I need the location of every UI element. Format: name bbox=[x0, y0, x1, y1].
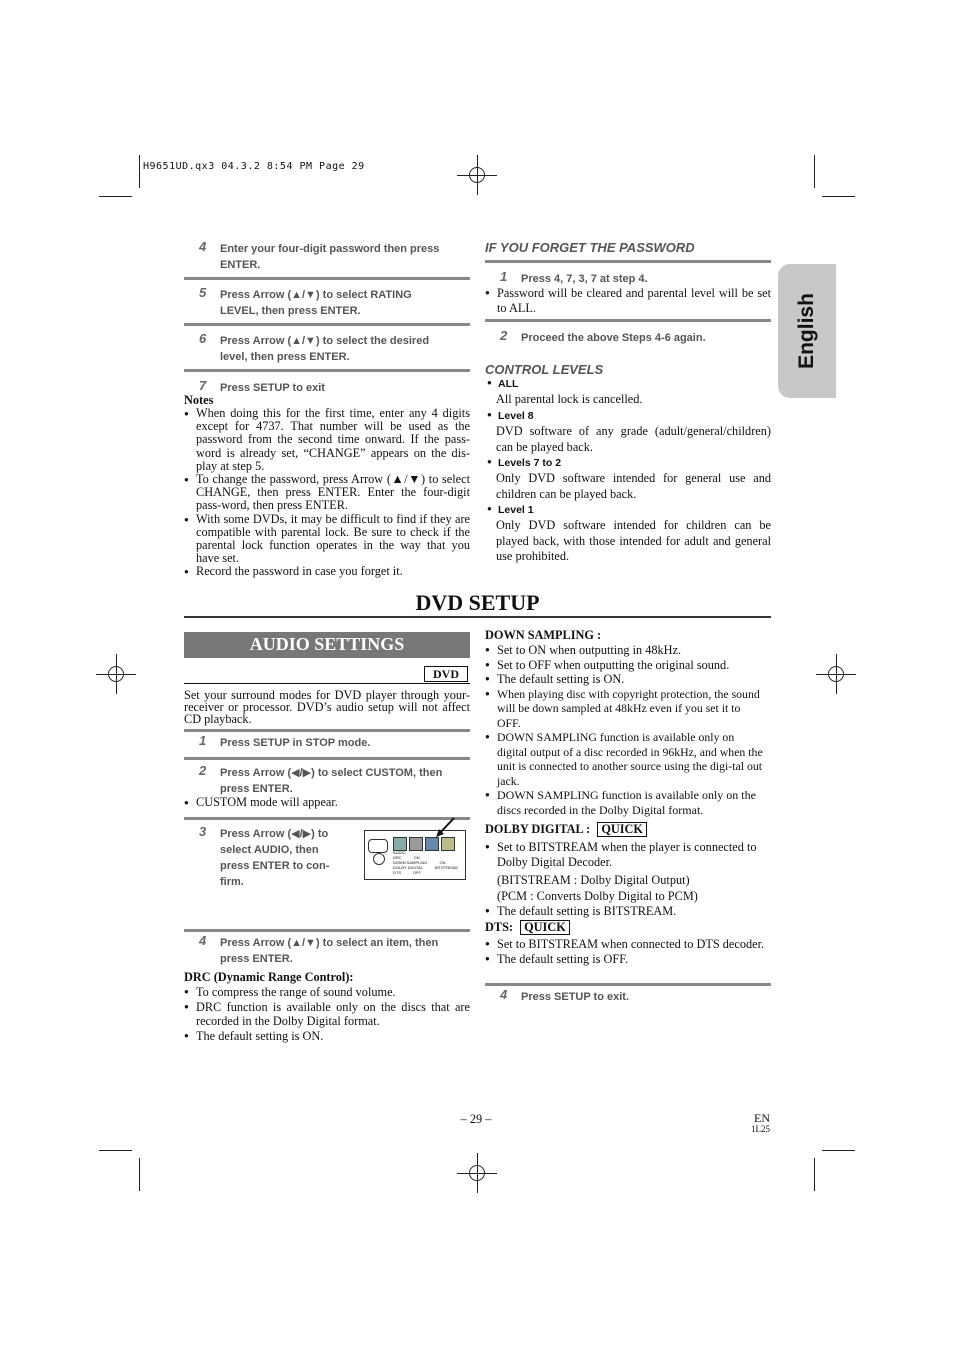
dts-item: ● The default setting is OFF. bbox=[485, 952, 767, 967]
note-item: ● When doing this for the first time, enter any 4 digits except for 4737. That number will be used as the password from the second time onward. If the pass-word is already set, “CHANGE” appears on the dis-play at step 5. bbox=[184, 407, 470, 473]
down-sampling-item: ● Set to OFF when outputting the original sound. bbox=[485, 658, 767, 673]
registration-mark-icon bbox=[96, 654, 136, 694]
dts-heading bbox=[485, 920, 570, 935]
step-divider bbox=[184, 729, 470, 732]
step-divider bbox=[184, 929, 470, 932]
language-tab-label: English bbox=[795, 293, 818, 369]
step-divider bbox=[485, 319, 771, 322]
level-all-label: ● ALL bbox=[487, 378, 518, 390]
crop-mark bbox=[822, 1150, 855, 1151]
step-divider bbox=[184, 323, 470, 326]
level-8-label: ● Level 8 bbox=[487, 410, 534, 422]
dts-title: DTS: bbox=[485, 920, 514, 934]
drc-list bbox=[184, 985, 470, 1043]
dts-list bbox=[485, 937, 767, 966]
drc-item: ● To compress the range of sound volume. bbox=[184, 985, 470, 1000]
screen-header: AUDIO bbox=[393, 850, 406, 855]
level-1-text: Only DVD software intended for children can be played back, with those intended for adult and general use prohibited. bbox=[496, 518, 771, 563]
crop-mark bbox=[822, 196, 855, 197]
note-item: ● With some DVDs, it may be difficult to find if they are compatible with parental lock. Be sure to check if the parental lock function operates in the way that you have set. bbox=[184, 513, 470, 566]
level-all-text: All parental lock is cancelled. bbox=[496, 392, 643, 406]
step-divider bbox=[184, 817, 470, 820]
disc-icon bbox=[373, 853, 385, 865]
screen-row: DOWN SAMPLING ON bbox=[393, 860, 446, 865]
menu-tab-icon bbox=[409, 837, 423, 851]
level-1-label: ● Level 1 bbox=[487, 504, 534, 516]
level-7-2-label: ● Levels 7 to 2 bbox=[487, 457, 561, 469]
dolby-digital-heading bbox=[485, 822, 647, 837]
menu-tab-icon bbox=[393, 837, 407, 851]
language-tab bbox=[778, 264, 836, 398]
drc-item: ● DRC function is available only on the discs that are recorded in the Dolby Digital format. bbox=[184, 1000, 470, 1029]
crop-mark bbox=[99, 196, 132, 197]
note-item: ● To change the password, press Arrow (▲/▼) to select CHANGE, then press ENTER. Enter the four-digit pass-word, then press ENTER. bbox=[184, 473, 470, 513]
quick-badge: QUICK bbox=[597, 822, 647, 837]
quick-badge: QUICK bbox=[520, 920, 570, 935]
down-sampling-item: ● The default setting is ON. bbox=[485, 672, 767, 687]
level-7-2-text: Only DVD software intended for general use and children can be played back. bbox=[496, 471, 771, 501]
step-divider bbox=[184, 277, 470, 280]
dolby-extra: (BITSTREAM : Dolby Digital Output) bbox=[497, 873, 690, 887]
crop-mark bbox=[814, 1158, 815, 1191]
dolby-digital-list bbox=[485, 840, 767, 919]
control-levels-heading: CONTROL LEVELS bbox=[485, 362, 604, 377]
dolby-item: ● Set to BITSTREAM when the player is connected to Dolby Digital Decoder. bbox=[485, 840, 767, 869]
file-header: H9651UD.qx3 04.3.2 8:54 PM Page 29 bbox=[143, 161, 365, 172]
drc-item: ● The default setting is ON. bbox=[184, 1029, 470, 1044]
crop-mark bbox=[99, 1150, 132, 1151]
step-divider bbox=[184, 369, 470, 372]
dolby-item: ● The default setting is BITSTREAM. bbox=[485, 904, 767, 919]
down-sampling-item: ● When playing disc with copyright protection, the sound will be down sampled at 48kHz even if you set it to OFF. bbox=[485, 687, 767, 731]
crop-mark bbox=[814, 155, 815, 188]
badge-rule bbox=[184, 683, 470, 684]
note-item: ● Record the password in case you forget it. bbox=[184, 565, 470, 578]
dvd-setup-title: DVD SETUP bbox=[415, 590, 540, 615]
screen-row: DRC ON bbox=[393, 855, 420, 860]
forget-password-heading: IF YOU FORGET THE PASSWORD bbox=[485, 240, 695, 255]
down-sampling-title: DOWN SAMPLING : bbox=[485, 628, 602, 642]
crop-mark bbox=[139, 1158, 140, 1191]
audio-settings-title: AUDIO SETTINGS bbox=[249, 634, 405, 654]
pointer-arrow-icon bbox=[434, 816, 456, 838]
screen-row: DTS OFF bbox=[393, 870, 421, 875]
screen-row: DOLBY DIGITAL BITSTREAM bbox=[393, 865, 458, 870]
registration-mark-icon bbox=[457, 1153, 497, 1193]
dolby-extra: (PCM : Converts Dolby Digital to PCM) bbox=[497, 889, 698, 903]
dvd-badge: DVD bbox=[424, 666, 468, 682]
forget-bullet: ● Password will be cleared and parental level will be set to ALL. bbox=[485, 286, 771, 315]
custom-mode-note: ● CUSTOM mode will appear. bbox=[184, 796, 470, 809]
audio-intro: Set your surround modes for DVD player through your-receiver or processor. DVD’s audio setup will not affect CD playback. bbox=[184, 688, 470, 726]
level-8-text: DVD software of any grade (adult/general/children) can be played back. bbox=[496, 424, 771, 454]
section-divider bbox=[485, 260, 771, 263]
step-divider bbox=[485, 983, 771, 986]
language-code: EN bbox=[754, 1111, 770, 1125]
dolby-digital-title: DOLBY DIGITAL : bbox=[485, 822, 591, 836]
registration-mark-icon bbox=[816, 654, 856, 694]
audio-tab-icon bbox=[425, 837, 439, 851]
down-sampling-list bbox=[485, 643, 767, 817]
drc-title: DRC (Dynamic Range Control): bbox=[184, 970, 354, 984]
down-sampling-item: ● Set to ON when outputting in 48kHz. bbox=[485, 643, 767, 658]
notes-title: Notes bbox=[184, 393, 214, 407]
audio-settings-banner bbox=[184, 632, 470, 658]
speaker-icon bbox=[368, 839, 388, 853]
notes-list bbox=[184, 407, 470, 579]
page-number: – 29 – bbox=[460, 1112, 492, 1126]
menu-tab-icon bbox=[441, 837, 455, 851]
step-divider bbox=[184, 757, 470, 760]
down-sampling-item: ● DOWN SAMPLING function is available only on digital output of a disc recorded in 96kHz, and when the unit is connected to another source using the digi-tal out jack. bbox=[485, 730, 767, 788]
dts-item: ● Set to BITSTREAM when connected to DTS decoder. bbox=[485, 937, 767, 952]
title-underline bbox=[184, 616, 771, 618]
down-sampling-item: ● DOWN SAMPLING function is available only on the discs recorded in the Dolby Digital format. bbox=[485, 788, 767, 817]
model-code: 1L25 bbox=[751, 1124, 770, 1134]
registration-mark-icon bbox=[457, 155, 497, 195]
crop-mark bbox=[139, 155, 140, 188]
